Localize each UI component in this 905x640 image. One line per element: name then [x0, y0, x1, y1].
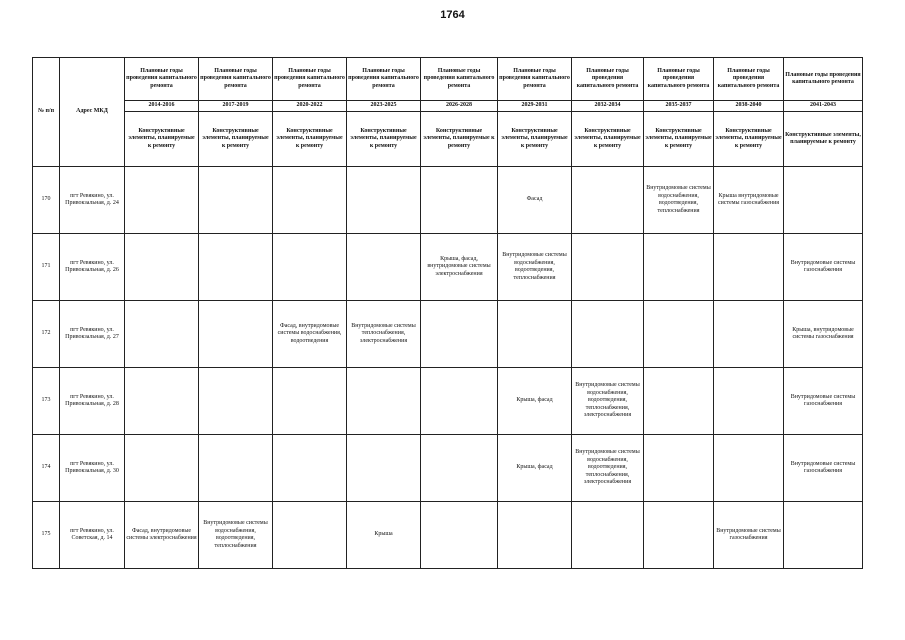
repair-cell: Крыша, фасад, внутридомовые системы электроснабжения — [421, 234, 498, 301]
repair-cell — [125, 368, 199, 435]
subheader-cell: Конструктивные элементы, планируемые к ремонту — [714, 112, 784, 167]
repair-cell: Фасад, внутридомовые системы электроснабжения — [125, 502, 199, 569]
period-header-2023-2025: 2023-2025 — [347, 101, 421, 112]
subheader-cell: Конструктивные элементы, планируемые к ремонту — [644, 112, 714, 167]
repair-cell — [421, 368, 498, 435]
repair-cell — [784, 167, 863, 234]
repair-cell — [199, 301, 273, 368]
repair-cell — [572, 301, 644, 368]
row-number: 173 — [33, 368, 60, 435]
table-row — [33, 435, 863, 502]
repair-cell — [644, 368, 714, 435]
table-header — [33, 58, 863, 167]
repair-cell: Крыша, фасад — [498, 435, 572, 502]
group-header-cell: Плановые годы проведения капитального ремонта — [199, 58, 273, 101]
period-header-2041-2043: 2041-2043 — [784, 101, 863, 112]
table-row — [33, 167, 863, 234]
period-header-2035-2037: 2035-2037 — [644, 101, 714, 112]
capital-repair-schedule-table — [32, 57, 863, 569]
group-header-cell: Плановые годы проведения капитального ремонта — [347, 58, 421, 101]
repair-cell: Внутридомовые системы газоснабжения — [784, 234, 863, 301]
repair-cell — [125, 435, 199, 502]
row-address: пгт Ревякино, ул. Привокзальная, д. 30 — [60, 435, 125, 502]
period-header-2017-2019: 2017-2019 — [199, 101, 273, 112]
repair-cell — [125, 167, 199, 234]
group-header-cell: Плановые годы проведения капитального ремонта — [784, 58, 863, 101]
repair-cell: Внутридомовые системы водоснабжения, водоотведения, теплоснабжения — [199, 502, 273, 569]
row-address: пгт Ревякино, ул. Привокзальная, д. 26 — [60, 234, 125, 301]
group-header-cell: Плановые годы проведения капитального ремонта — [498, 58, 572, 101]
row-address: пгт Ревякино, ул. Привокзальная, д. 28 — [60, 368, 125, 435]
repair-cell: Внутридомовые системы газоснабжения — [784, 435, 863, 502]
subheader-cell: Конструктивные элементы, планируемые к ремонту — [572, 112, 644, 167]
repair-cell — [644, 435, 714, 502]
period-header-2014-2016: 2014-2016 — [125, 101, 199, 112]
column-header-number: № п/п — [33, 58, 60, 167]
period-header-2032-2034: 2032-2034 — [572, 101, 644, 112]
subheader-cell: Конструктивные элементы, планируемые к ремонту — [421, 112, 498, 167]
repair-cell — [572, 167, 644, 234]
repair-cell — [572, 234, 644, 301]
repair-cell — [644, 234, 714, 301]
group-header-cell: Плановые годы проведения капитального ремонта — [125, 58, 199, 101]
repair-cell — [421, 167, 498, 234]
subheader-cell: Конструктивные элементы, планируемые к ремонту — [498, 112, 572, 167]
repair-cell — [273, 435, 347, 502]
repair-cell: Крыша, внутридомовые системы газоснабжения — [784, 301, 863, 368]
repair-cell — [714, 301, 784, 368]
row-address: пгт Ревякино, ул. Привокзальная, д. 24 — [60, 167, 125, 234]
repair-cell — [714, 435, 784, 502]
repair-cell: Фасад — [498, 167, 572, 234]
table-row — [33, 502, 863, 569]
repair-cell — [421, 435, 498, 502]
repair-cell: Внутридомовые системы водоснабжения, водоотведения, теплоснабжения, электроснабжения — [572, 368, 644, 435]
row-number: 174 — [33, 435, 60, 502]
subheader-cell: Конструктивные элементы, планируемые к ремонту — [199, 112, 273, 167]
row-number: 172 — [33, 301, 60, 368]
repair-cell — [714, 234, 784, 301]
repair-cell: Крыша — [347, 502, 421, 569]
table-row — [33, 234, 863, 301]
row-number: 170 — [33, 167, 60, 234]
repair-cell — [273, 368, 347, 435]
page-number: 1764 — [440, 9, 465, 21]
repair-cell — [199, 435, 273, 502]
repair-cell — [199, 234, 273, 301]
subheader-cell: Конструктивные элементы, планируемые к ремонту — [125, 112, 199, 167]
repair-cell — [347, 234, 421, 301]
repair-cell — [347, 368, 421, 435]
repair-cell: Внутридомовые системы водоснабжения, водоотведения, теплоснабжения — [644, 167, 714, 234]
period-header-2029-2031: 2029-2031 — [498, 101, 572, 112]
table-row — [33, 368, 863, 435]
repair-cell — [273, 234, 347, 301]
repair-cell — [125, 234, 199, 301]
repair-cell: Внутридомовые системы газоснабжения — [784, 368, 863, 435]
repair-cell — [125, 301, 199, 368]
repair-cell: Внутридомовые системы газоснабжения — [714, 502, 784, 569]
table-row — [33, 301, 863, 368]
repair-cell: Внутридомовые системы теплоснабжения, электроснабжения — [347, 301, 421, 368]
repair-cell — [421, 301, 498, 368]
group-header-cell: Плановые годы проведения капитального ремонта — [421, 58, 498, 101]
repair-cell: Внутридомовые системы водоснабжения, водоотведения, теплоснабжения — [498, 234, 572, 301]
row-address: пгт Ревякино, ул. Привокзальная, д. 27 — [60, 301, 125, 368]
repair-cell — [498, 502, 572, 569]
period-header-2020-2022: 2020-2022 — [273, 101, 347, 112]
column-header-address: Адрес МКД — [60, 58, 125, 167]
repair-cell — [199, 368, 273, 435]
group-header-cell: Плановые годы проведения капитального ремонта — [644, 58, 714, 101]
subheader-cell: Конструктивные элементы, планируемые к ремонту — [347, 112, 421, 167]
repair-cell: Крыша внутридомовые системы газоснабжения — [714, 167, 784, 234]
repair-cell — [714, 368, 784, 435]
repair-cell: Крыша, фасад — [498, 368, 572, 435]
repair-cell: Фасад, внутридомовые системы водоснабжения, водоотведения — [273, 301, 347, 368]
group-header-cell: Плановые годы проведения капитального ремонта — [714, 58, 784, 101]
row-number: 171 — [33, 234, 60, 301]
repair-cell — [644, 301, 714, 368]
repair-cell — [347, 435, 421, 502]
repair-cell — [347, 167, 421, 234]
row-number: 175 — [33, 502, 60, 569]
row-address: пгт Ревякино, ул. Советская, д. 14 — [60, 502, 125, 569]
repair-cell: Внутридомовые системы водоснабжения, водоотведения, теплоснабжения, электроснабжения — [572, 435, 644, 502]
repair-cell — [572, 502, 644, 569]
repair-cell — [498, 301, 572, 368]
repair-cell — [199, 167, 273, 234]
subheader-cell: Конструктивные элементы, планируемые к ремонту — [273, 112, 347, 167]
repair-cell — [644, 502, 714, 569]
group-header-cell: Плановые годы проведения капитального ремонта — [273, 58, 347, 101]
group-header-cell: Плановые годы проведения капитального ремонта — [572, 58, 644, 101]
repair-cell — [421, 502, 498, 569]
period-header-2026-2028: 2026-2028 — [421, 101, 498, 112]
subheader-cell: Конструктивные элементы, планируемые к ремонту — [784, 112, 863, 167]
table-body — [33, 167, 863, 569]
period-header-2038-2040: 2038-2040 — [714, 101, 784, 112]
repair-cell — [273, 167, 347, 234]
repair-cell — [784, 502, 863, 569]
repair-cell — [273, 502, 347, 569]
